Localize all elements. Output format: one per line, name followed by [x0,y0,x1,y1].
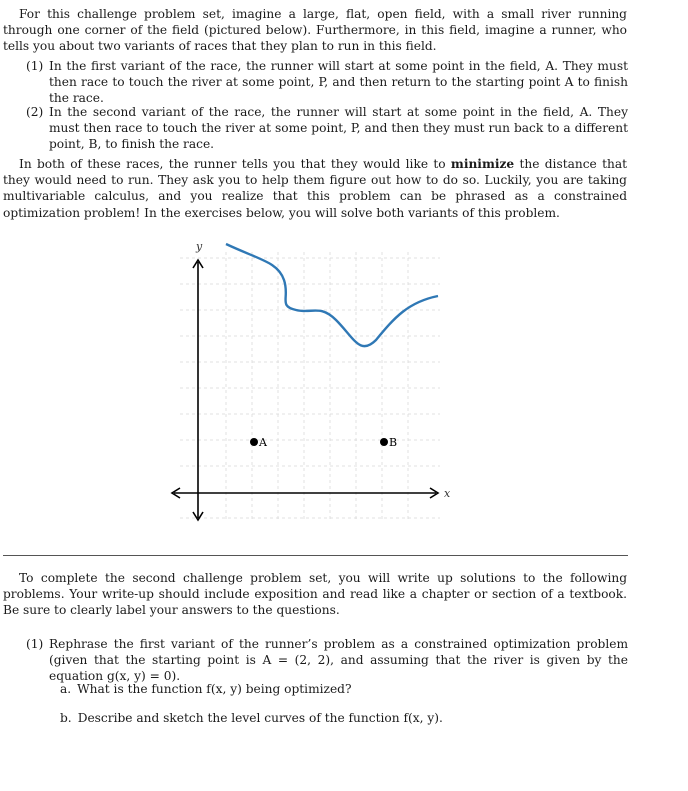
instructions-paragraph: To complete the second challenge problem set, you will write up solutions to the following problems. Your write-up should include exposition and read like a chapter or section of a textbook. Be sure to clearly label your answers to the questions. [3,571,627,618]
field-figure [160,232,460,532]
problem-part-a [60,681,352,697]
summary-text-before: In both of these races, the runner tells you that they would like to [19,157,451,171]
section-divider [3,555,628,556]
part-letter: b. [60,711,72,725]
river-curve [226,244,438,346]
variant-item-2 [26,104,628,153]
problem-number: (1) [26,637,44,651]
variant-number: (1) [26,59,44,73]
problem-part-b [60,710,443,726]
variant-text: In the first variant of the race, the runner will start at some point in the field, A. They must then race to touch the river at some point, P, and then return to the starting point A to finish the race. [49,59,628,106]
y-axis-label: y [196,240,203,253]
part-text: What is the function f(x, y) being optimized? [77,682,352,696]
y-axis [193,260,203,520]
variant-number: (2) [26,105,44,119]
point-b-marker [380,438,388,446]
x-axis [172,488,438,498]
part-text: Describe and sketch the level curves of the function f(x, y). [77,711,443,725]
x-axis-label: x [444,487,451,500]
variant-item-1 [26,58,628,107]
point-b-label: B [389,436,398,449]
summary-paragraph [3,156,627,221]
problem-item-1 [26,636,628,685]
intro-paragraph: For this challenge problem set, imagine a large, flat, open field, with a small river running through one corner of the field (pictured below). Furthermore, in this field, imagine a runner, who tells you about two variants of races that they plan to run in this field. [3,7,627,54]
part-letter: a. [60,682,72,696]
problem-text: Rephrase the first variant of the runner’s problem as a constrained optimization problem (given that the starting point is A = (2, 2), and assuming that the river is given by the equation g(x, y) = 0). [49,637,628,684]
summary-bold-word: minimize [450,157,515,171]
point-a-marker [250,438,258,446]
variant-text: In the second variant of the race, the runner will start at some point in the field, A. They must then race to touch the river at some point, P, and then they must run back to a different point, B, to finish the race. [49,105,628,152]
point-a-label: A [259,436,267,449]
grid [180,252,440,522]
summary-text-after: the distance that they would need to run. They ask you to help them figure out how to do so. Luckily, you are taking multivariable calculus, and you realize that this problem can be phrased as a constrained optimization problem! In the exercises below, you will solve both variants of this problem. [3,157,627,220]
